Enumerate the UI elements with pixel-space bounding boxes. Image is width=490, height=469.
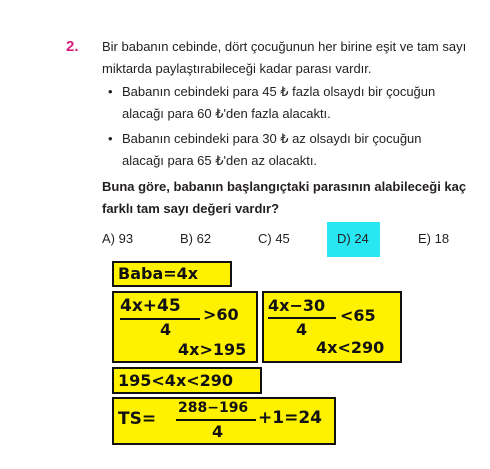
term-count-numerator: 288−196 <box>178 400 249 416</box>
option-b[interactable]: B) 62 <box>180 231 212 246</box>
inequality-1-denominator: 4 <box>160 320 172 339</box>
bullet-1-text: Babanın cebindeki para 45 ₺ fazla olsaydı bir çocuğun alacağı para 60 ₺'den fazla alacaktı. <box>122 84 436 121</box>
inequality-1-numerator: 4x+45 <box>120 296 181 316</box>
bullet-2-text: Babanın cebindeki para 30 ₺ az olsaydı bir çocuğun alacağı para 65 ₺'den az olacaktı. <box>122 131 422 168</box>
inequality-1-result: 4x>195 <box>178 340 247 359</box>
option-c[interactable]: C) 45 <box>258 231 290 246</box>
term-count-denominator: 4 <box>212 422 224 441</box>
option-a[interactable]: A) 93 <box>102 231 134 246</box>
inequality-2-rhs: <65 <box>340 306 376 325</box>
question-prompt: Buna göre, babanın başlangıçtaki parasının alabileceği kaç farklı tam sayı değeri vardır? <box>102 179 467 216</box>
bullet-dot: • <box>108 84 113 99</box>
inequality-2-result: 4x<290 <box>316 338 385 357</box>
inequality-1-rhs: >60 <box>203 305 239 324</box>
inequality-2-numerator: 4x−30 <box>268 296 326 315</box>
bullet-dot: • <box>108 131 113 146</box>
inequality-2-fraction-line <box>268 317 336 319</box>
option-d[interactable]: D) 24 <box>337 231 369 246</box>
option-e[interactable]: E) 18 <box>418 231 450 246</box>
combined-inequality: 195<4x<290 <box>118 371 234 390</box>
question-number: 2. <box>66 38 79 55</box>
inequality-2-denominator: 4 <box>296 320 308 339</box>
term-count-fraction-line <box>176 419 256 421</box>
term-count-result: +1=24 <box>258 408 322 428</box>
baba-equation: Baba=4x <box>118 264 199 283</box>
question-text: Bir babanın cebinde, dört çocuğunun her birine eşit ve tam sayı miktarda paylaştırabileceği kadar parası vardır. <box>102 39 467 76</box>
term-count-label: TS= <box>118 409 157 429</box>
